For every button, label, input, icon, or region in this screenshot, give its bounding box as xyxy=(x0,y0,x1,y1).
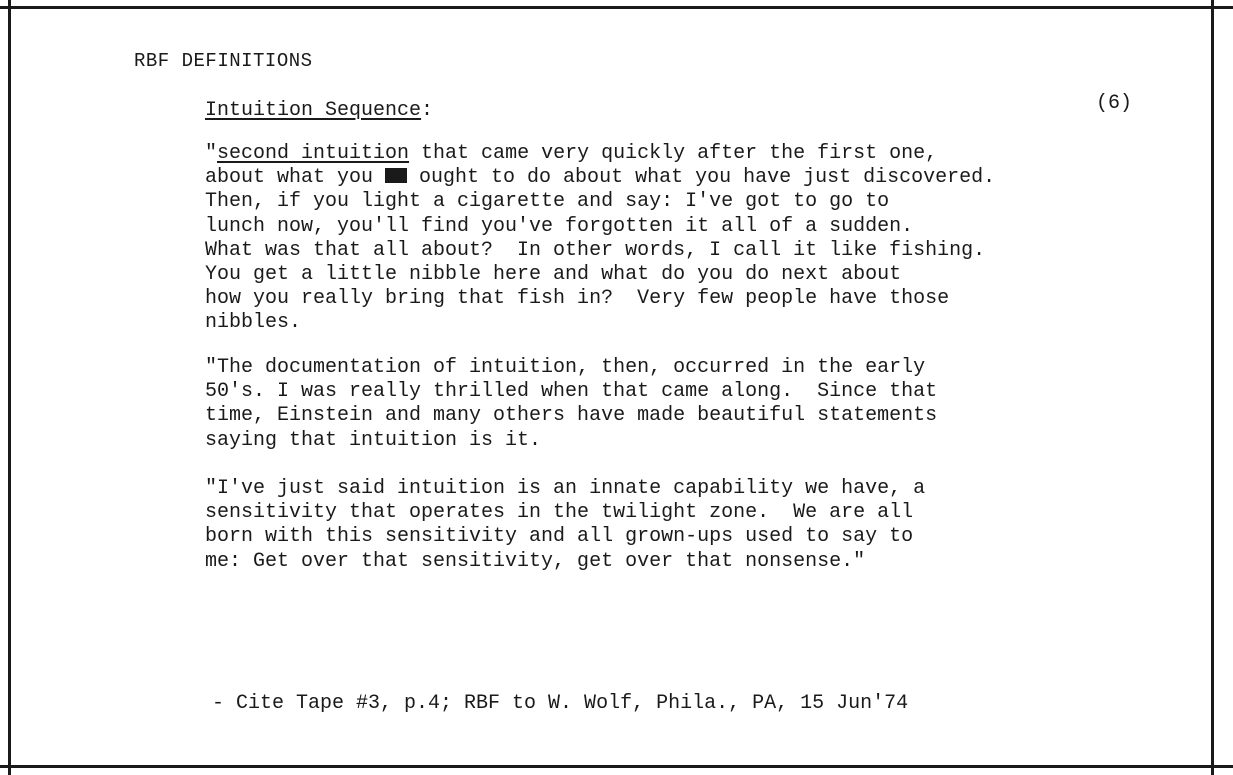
document-header: RBF DEFINITIONS xyxy=(134,50,313,72)
page-number: (6) xyxy=(1096,92,1133,115)
frame-left-border xyxy=(8,0,11,775)
quote-paragraph-1 xyxy=(205,142,995,336)
underlined-term: second intuition xyxy=(217,142,410,165)
paragraph-line: "I've just said intuition is an innate capability we have, a xyxy=(205,477,926,500)
frame-bottom-border xyxy=(0,765,1233,768)
section-heading-text: Intuition Sequence xyxy=(205,99,422,122)
paragraph-line: "The documentation of intuition, then, occurred in the early xyxy=(205,356,926,379)
frame-top-border xyxy=(0,6,1233,9)
paragraph-line: about what you xyxy=(205,166,386,190)
paragraph-line: lunch now, you'll find you've forgotten it all of a sudden. xyxy=(205,214,914,238)
paragraph-line: me: Get over that sensitivity, get over that nonsense." xyxy=(205,549,866,573)
quote-paragraph-2 xyxy=(205,356,937,453)
paragraph-line: Then, if you light a cigarette and say: I've got to go to xyxy=(205,190,890,214)
paragraph-line: saying that intuition is it. xyxy=(205,428,542,452)
paragraph-line: What was that all about? In other words, I call it like fishing. xyxy=(205,238,986,262)
quote-paragraph-3 xyxy=(205,477,925,574)
source-citation: - Cite Tape #3, p.4; RBF to W. Wolf, Phila., PA, 15 Jun'74 xyxy=(212,692,909,715)
section-heading xyxy=(205,99,433,122)
paragraph-line: You get a little nibble here and what do you do next about xyxy=(205,263,902,287)
paragraph-line: how you really bring that fish in? Very few people have those xyxy=(205,287,950,311)
redaction-mark xyxy=(385,168,407,183)
paragraph-line: born with this sensitivity and all grown-ups used to say to xyxy=(205,525,914,549)
paragraph-line: nibbles. xyxy=(205,311,302,335)
paragraph-line: sensitivity that operates in the twilight zone. We are all xyxy=(205,501,914,525)
paragraph-line: 50's. I was really thrilled when that came along. Since that xyxy=(205,380,938,404)
section-heading-colon: : xyxy=(421,99,434,122)
paragraph-line: time, Einstein and many others have made beautiful statements xyxy=(205,404,938,428)
paragraph-line: that came very quickly after the first one, xyxy=(409,142,938,165)
paragraph-line: ought to do about what you have just discovered. xyxy=(407,166,996,190)
opening-quote: " xyxy=(205,142,218,165)
frame-right-border xyxy=(1211,0,1214,775)
